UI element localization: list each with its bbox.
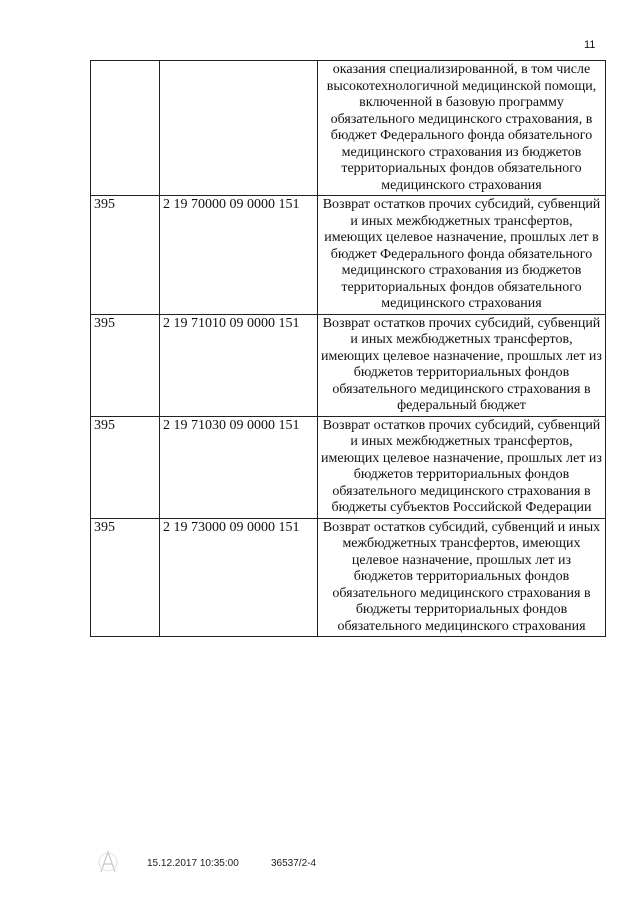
admin-code-cell: 395: [91, 518, 160, 637]
registration-mark-icon: [97, 848, 119, 876]
table-row: [91, 518, 606, 637]
admin-code-cell: 395: [91, 314, 160, 416]
budget-code-cell: 2 19 71030 09 0000 151: [160, 416, 318, 518]
description-cell: Возврат остатков прочих субсидий, субвенций и иных межбюджетных трансфертов, имеющих целевое назначение, прошлых лет из бюджетов территориальных фондов обязательного медицинского страхования в федеральный бюджет: [318, 314, 606, 416]
description-cell: Возврат остатков прочих субсидий, субвенций и иных межбюджетных трансфертов, имеющих целевое назначение, прошлых лет из бюджетов территориальных фондов обязательного медицинского страхования в бюджеты субъектов Российской Федерации: [318, 416, 606, 518]
footer-document-number: 36537/2-4: [271, 858, 317, 869]
page-number: 11: [584, 39, 596, 51]
table-row: [91, 61, 606, 196]
budget-code-cell: 2 19 70000 09 0000 151: [160, 196, 318, 315]
budget-code-cell: 2 19 71010 09 0000 151: [160, 314, 318, 416]
table-row: [91, 196, 606, 315]
table-row: [91, 416, 606, 518]
budget-code-table: [90, 60, 606, 637]
admin-code-cell: 395: [91, 196, 160, 315]
description-cell: Возврат остатков субсидий, субвенций и иных межбюджетных трансфертов, имеющих целевое назначение, прошлых лет из бюджетов территориальных фондов обязательного медицинского страхования в бюджеты территориальных фондов обязательного медицинского страхования: [318, 518, 606, 637]
table-row: [91, 314, 606, 416]
budget-code-cell: 2 19 73000 09 0000 151: [160, 518, 318, 637]
budget-code-cell: [160, 61, 318, 196]
description-cell: Возврат остатков прочих субсидий, субвенций и иных межбюджетных трансфертов, имеющих целевое назначение, прошлых лет в бюджет Федерального фонда обязательного медицинского страхования из бюджетов территориальных фондов обязательного медицинского страхования: [318, 196, 606, 315]
admin-code-cell: [91, 61, 160, 196]
description-cell: оказания специализированной, в том числе высокотехнологичной медицинской помощи, включенной в базовую программу обязательного медицинского страхования, в бюджет Федерального фонда обязательного медицинского страхования из бюджетов территориальных фондов обязательного медицинского страхования: [318, 61, 606, 196]
footer-timestamp: 15.12.2017 10:35:00: [147, 858, 239, 869]
admin-code-cell: 395: [91, 416, 160, 518]
